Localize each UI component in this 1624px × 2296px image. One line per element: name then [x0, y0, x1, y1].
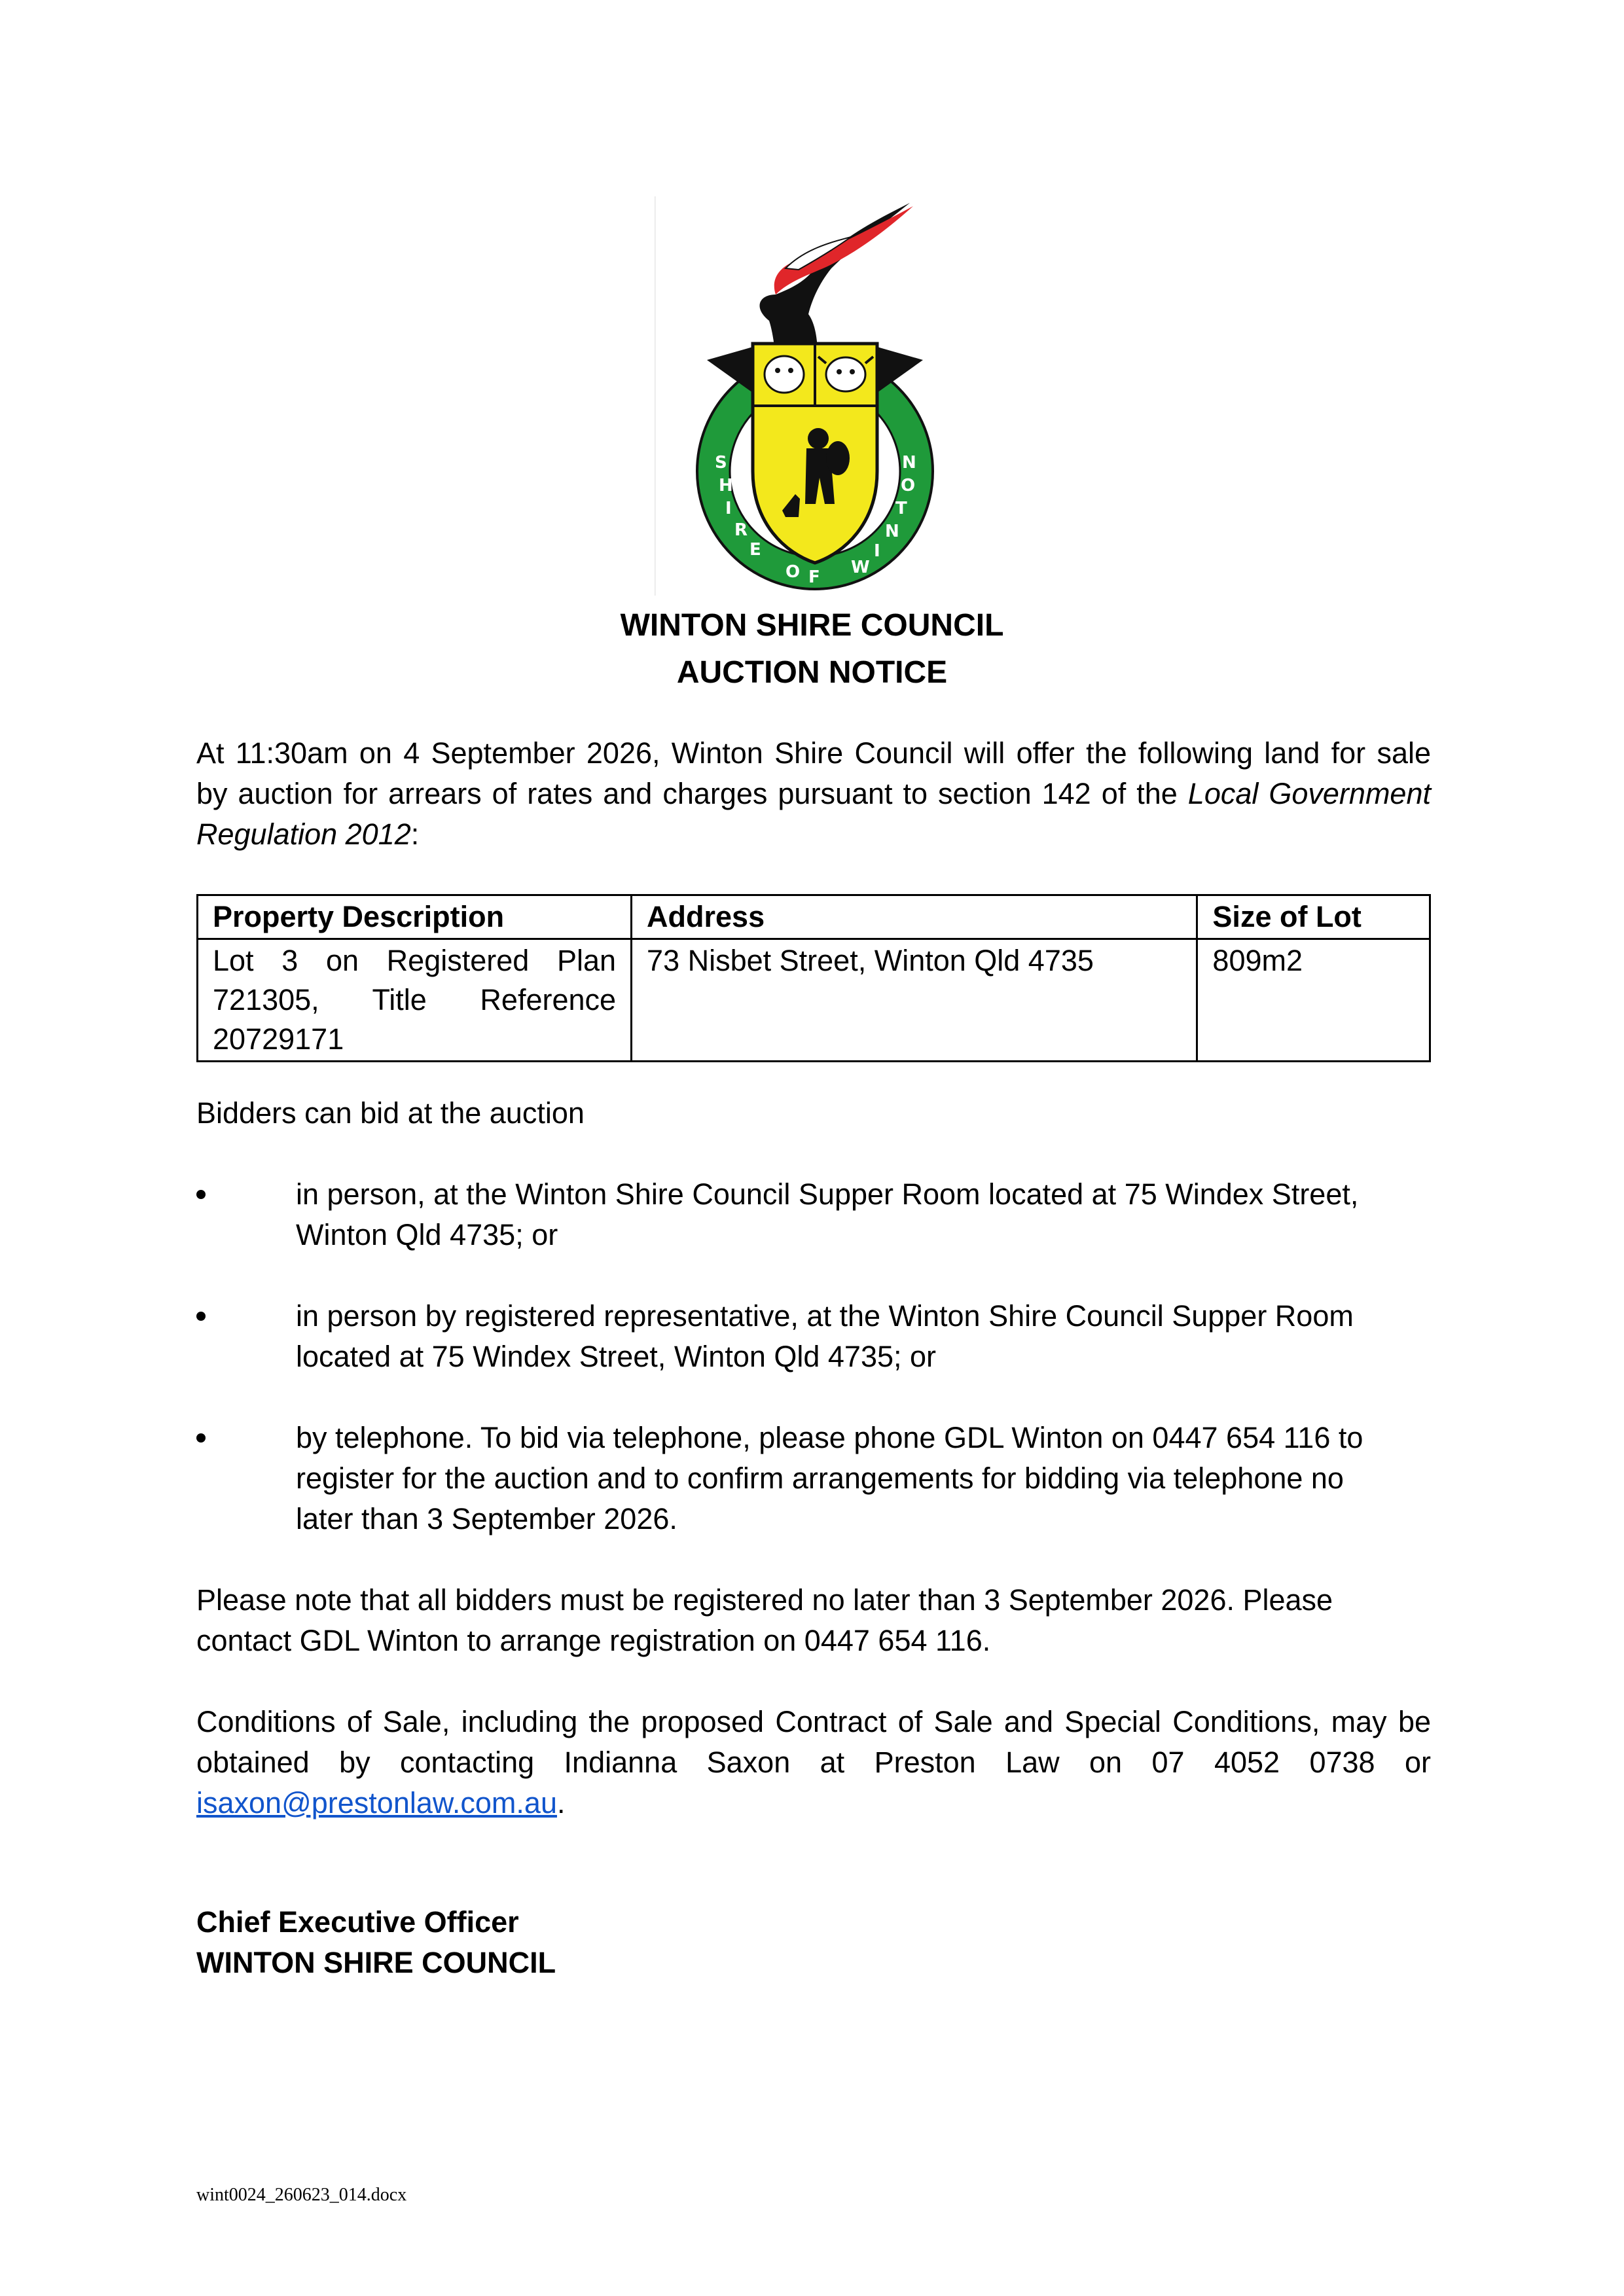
svg-text:I: I [725, 499, 732, 518]
svg-text:N: N [885, 522, 899, 541]
bullet-text [296, 1296, 1431, 1377]
intro-line-3 [196, 814, 1431, 855]
bullet-text [296, 1174, 1431, 1255]
registration-note [196, 1580, 1431, 1661]
table-header-row [198, 895, 1430, 939]
intro-line-1: At 11:30am on 4 September 2026, Winton Shire Council will offer the following land for sale [196, 736, 1431, 770]
bullet-line: register for the auction and to confirm arrangements for bidding via telephone no [296, 1462, 1344, 1495]
svg-text:R: R [734, 520, 748, 540]
conditions-period: . [556, 1786, 566, 1820]
footer-filename: wint0024_260623_014.docx [196, 2185, 407, 2205]
description-line: 721305, Title Reference [213, 983, 617, 1016]
signatory-organisation: WINTON SHIRE COUNCIL [196, 1946, 556, 1979]
svg-text:I: I [874, 541, 880, 561]
column-header-address: Address [632, 895, 1197, 939]
bullet-line: located at 75 Windex Street, Winton Qld 4735; or [296, 1340, 937, 1373]
svg-text:T: T [895, 499, 907, 518]
bullet-text [296, 1418, 1431, 1539]
description-line: 20729171 [213, 1022, 344, 1056]
svg-text:W: W [851, 558, 870, 577]
column-header-size-of-lot: Size of Lot [1197, 895, 1430, 939]
svg-text:N: N [902, 453, 916, 473]
signatory-role: Chief Executive Officer [196, 1905, 519, 1939]
bullet-dot-icon [196, 1433, 206, 1443]
intro-line-2 [196, 774, 1431, 814]
property-table [196, 894, 1431, 1062]
registration-line-1: Please note that all bidders must be registered no later than 3 September 2026. Please [196, 1583, 1333, 1617]
svg-text:E: E [749, 540, 761, 560]
conditions-line-2: obtained by contacting Indianna Saxon at Preston Law on 07 4052 0738 or [196, 1746, 1431, 1779]
table-row [198, 939, 1430, 1062]
svg-text:O: O [785, 562, 801, 582]
svg-text:H: H [719, 476, 733, 495]
conditions-line-1: Conditions of Sale, including the proposed Contract of Sale and Special Conditions, may be [196, 1705, 1431, 1738]
act-name-part-1: Local Government [1187, 777, 1431, 810]
intro-line-2-text: by auction for arrears of rates and charges pursuant to section 142 of the [196, 777, 1178, 810]
council-title: WINTON SHIRE COUNCIL [620, 608, 1004, 643]
email-link[interactable]: isaxon@prestonlaw.com.au [196, 1786, 557, 1820]
address-cell: 73 Nisbet Street, Winton Qld 4735 [632, 939, 1197, 1062]
bullet-dot-icon [196, 1190, 206, 1199]
act-name-part-2: Regulation 2012 [196, 817, 411, 851]
bullet-line: in person, at the Winton Shire Council Supper Room located at 75 Windex Street, [296, 1177, 1359, 1211]
bullet-line: in person by registered representative, at the Winton Shire Council Supper Room [296, 1299, 1354, 1333]
bullet-line: by telephone. To bid via telephone, please phone GDL Winton on 0447 654 116 to [296, 1421, 1363, 1454]
property-description-cell [198, 939, 632, 1062]
bullet-line: later than 3 September 2026. [296, 1502, 677, 1535]
bidders-intro: Bidders can bid at the auction [196, 1096, 585, 1130]
svg-text:O: O [901, 476, 916, 495]
bullet-dot-icon [196, 1312, 206, 1321]
description-line: Lot 3 on Registered Plan [213, 944, 617, 977]
conditions-line-3 [196, 1783, 1431, 1823]
winton-shire-crest-logo [655, 196, 969, 602]
conditions-paragraph [196, 1702, 1431, 1823]
size-of-lot-cell: 809m2 [1197, 939, 1430, 1062]
registration-line-2: contact GDL Winton to arrange registration on 0447 654 116. [196, 1624, 991, 1657]
intro-paragraph [196, 733, 1431, 855]
column-header-property-description: Property Description [198, 895, 632, 939]
bullet-line: Winton Qld 4735; or [296, 1218, 558, 1251]
intro-colon: : [410, 817, 420, 851]
svg-text:S: S [715, 453, 727, 473]
notice-title: AUCTION NOTICE [676, 655, 948, 690]
svg-text:F: F [808, 567, 820, 587]
